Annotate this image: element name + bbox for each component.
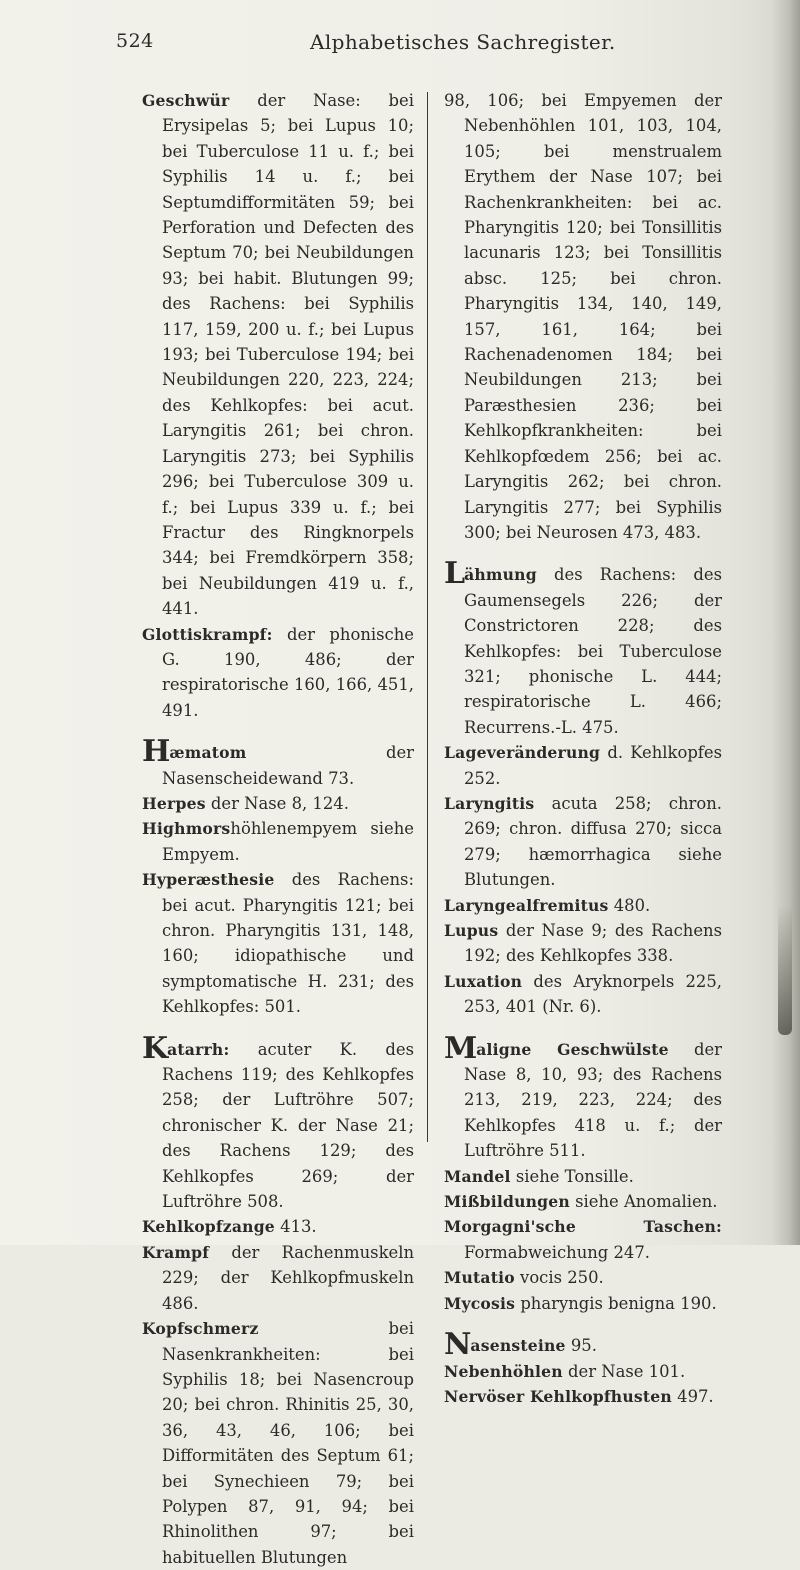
entry-references: 497. <box>671 1386 714 1406</box>
entry-references: höhlenempyem siehe Empyem. <box>162 819 414 864</box>
entry-references: siehe Tonsille. <box>510 1166 634 1186</box>
index-entry <box>142 1240 414 1316</box>
entry-headword: Katarrh: <box>142 1030 230 1066</box>
index-entry <box>444 1030 722 1164</box>
entry-headword: Lupus <box>444 921 499 940</box>
entry-references: der Nase 8, 124. <box>205 793 349 813</box>
entry-references: der Nase: bei Erysipelas 5; bei Lupus 10; bei Tuberculose 11 u. f.; bei Syphilis 14 u. f.; bei Septumdifformitäten 59; bei Perforation und Defecten des Septum 70; bei Neubildungen 93; bei habit. Blutungen 99; des Rachens: bei Syphilis 117, 159, 200 u. f.; bei Lupus 193; bei Tuberculose 194; bei Neubildungen 220, 223, 224; des Kehlkopfes: bei acut. Laryngitis 261; bei chron. Laryngitis 273; bei Syphilis 296; bei Tuberculose 309 u. f.; bei Lupus 339 u. f.; bei Fractur des Ringknorpels 344; bei Fremdkörpern 358; bei Neubildungen 419 u. f., 441. <box>162 91 414 619</box>
entry-headword: Laryngealfremitus <box>444 895 609 915</box>
entry-references: 413. <box>274 1217 317 1237</box>
right-index-column <box>444 88 722 1409</box>
entry-headword: Glottiskrampf: <box>142 624 273 644</box>
entry-headword: Morgagni'sche Taschen: <box>444 1217 722 1237</box>
index-entry <box>142 867 414 1019</box>
entry-references: acuta 258; chron. 269; chron. diffusa 270; sicca 279; hæmorrhagica siehe Blutungen. <box>464 793 722 890</box>
index-entry <box>142 734 414 791</box>
index-entry <box>444 556 722 740</box>
page-edge-shadow <box>772 0 800 1245</box>
entry-references: des Rachens: des Gaumensegels 226; der Constrictoren 228; des Kehlkopfes: bei Tuberculose 321; phonische L. 444; respiratorische L. 466; Recurrens.-L. 475. <box>464 565 722 737</box>
entry-references: der Nase 9; des Rachens 192; des Kehlkopfes 338. <box>464 921 722 966</box>
entry-references: des Aryknorpels 225, 253, 401 (Nr. 6). <box>464 971 722 1017</box>
index-entry <box>142 622 414 724</box>
index-entry <box>142 791 414 816</box>
entry-references: 98, 106; bei Empyemen der Nebenhöhlen 101, 103, 104, 105; bei menstrualem Erythem der Nase 107; bei Rachenkrankheiten: bei ac. Pharyngitis 120; bei Tonsillitis lacunaris 123; bei Tonsillitis absc. 125; bei chron. Pharyngitis 134, 140, 149, 157, 161, 164; bei Rachenadenomen 184; bei Neubildungen 213; bei Paræsthesien 236; bei Kehlkopfkrankheiten: bei Kehlkopfœdem 256; bei ac. Laryngitis 262; bei chron. Laryngitis 277; bei Syphilis 300; bei Neurosen 473, 483. <box>444 91 722 542</box>
entry-headword: Mandel <box>444 1166 511 1186</box>
entry-headword: Lähmung <box>444 556 537 592</box>
entry-headword: Kehlkopfzange <box>142 1217 275 1237</box>
index-entry <box>142 1316 414 1570</box>
index-entry <box>444 1359 722 1384</box>
entry-headword: Herpes <box>142 793 206 813</box>
index-entry <box>444 1265 722 1290</box>
index-entry <box>444 1291 722 1316</box>
index-entry <box>444 1384 722 1409</box>
entry-references: der Nasenscheidewand 73. <box>162 743 414 788</box>
index-entry <box>444 918 722 969</box>
index-entry <box>444 969 722 1020</box>
column-divider <box>427 92 428 1142</box>
entry-headword: Luxation <box>444 971 523 991</box>
entry-headword: Mycosis <box>444 1293 516 1313</box>
entry-headword: Laryngitis <box>444 793 535 813</box>
entry-headword: Krampf <box>142 1242 210 1262</box>
index-entry <box>142 816 414 867</box>
entry-headword: Mutatio <box>444 1268 515 1288</box>
entry-headword: Mißbildungen <box>444 1192 570 1212</box>
entry-headword: Highmors <box>142 819 231 839</box>
index-entry <box>444 1189 722 1214</box>
entry-references: der Nase 8, 10, 93; des Rachens 213, 219, 223, 224; des Kehlkopfes 418 u. f.; der Luftröhre 511. <box>464 1039 722 1161</box>
index-entry <box>444 88 722 545</box>
index-entry <box>142 1214 414 1239</box>
entry-headword: Kopfschmerz <box>142 1319 259 1339</box>
entry-headword: Lageveränderung <box>444 743 601 763</box>
index-entry <box>444 740 722 791</box>
index-entry <box>444 791 722 893</box>
index-entry <box>444 1214 722 1265</box>
entry-references: siehe Anomalien. <box>569 1192 718 1212</box>
entry-headword: Geschwür <box>142 91 230 110</box>
left-index-column <box>142 88 414 1570</box>
entry-references: bei Nasenkrankheiten: bei Syphilis 18; bei Nasencroup 20; bei chron. Rhinitis 25, 30, 36, 43, 46, 106; bei Difformitäten des Septum 61; bei Synechieen 79; bei Polypen 87, 91, 94; bei Rhinolithen 97; bei habituellen Blutungen <box>162 1319 414 1567</box>
index-entry <box>142 88 414 622</box>
index-entry <box>444 1164 722 1189</box>
entry-headword: Hæmatom <box>142 734 247 770</box>
entry-references: des Rachens: bei acut. Pharyngitis 121; bei chron. Pharyngitis 131, 148, 160; idiopathische und symptomatische H. 231; des Kehlkopfes: 501. <box>162 870 414 1017</box>
page-header <box>0 30 800 60</box>
entry-references: pharyngis benigna 190. <box>515 1293 717 1313</box>
index-entry <box>444 893 722 918</box>
entry-headword: Nasensteine <box>444 1327 566 1363</box>
entry-references: vocis 250. <box>514 1268 604 1288</box>
entry-references: d. Kehlkopfes 252. <box>464 743 722 788</box>
entry-headword: Hyperæsthesie <box>142 870 275 890</box>
entry-references: acuter K. des Rachens 119; des Kehlkopfes 258; der Luftröhre 507; chronischer K. der Nase 21; des Rachens 129; des Kehlkopfes 269; der Luftröhre 508. <box>162 1039 414 1212</box>
entry-headword: Maligne Geschwülste <box>444 1030 669 1066</box>
index-entry <box>142 1030 414 1215</box>
entry-headword: Nervöser Kehlkopfhusten <box>444 1386 672 1406</box>
index-entry <box>444 1327 722 1363</box>
running-title: Alphabetisches Sachregister. <box>310 30 616 54</box>
entry-references: 95. <box>565 1336 597 1356</box>
page-number: 524 <box>116 30 154 52</box>
entry-references: der phonische G. 190, 486; der respiratorische 160, 166, 451, 491. <box>162 624 414 720</box>
entry-references: der Rachenmuskeln 229; der Kehlkopfmuskeln 486. <box>162 1242 414 1313</box>
page-edge-stain <box>778 905 792 1035</box>
entry-headword: Nebenhöhlen <box>444 1361 563 1381</box>
entry-references: 480. <box>608 895 651 915</box>
entry-references: Formabweichung 247. <box>464 1242 651 1262</box>
entry-references: der Nase 101. <box>562 1361 686 1381</box>
